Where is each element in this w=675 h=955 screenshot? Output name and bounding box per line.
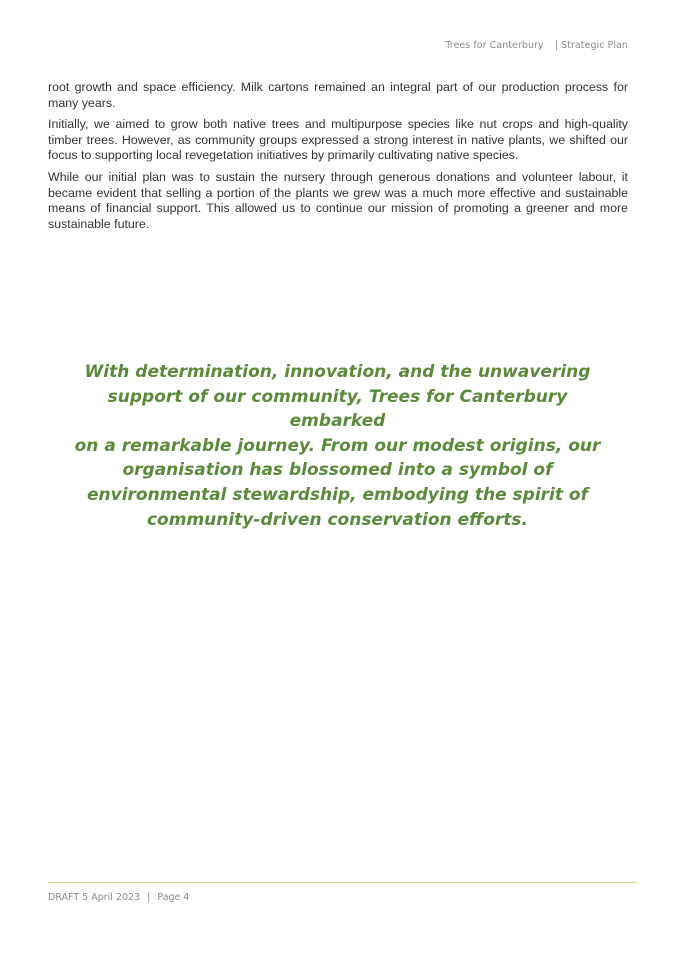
quote-line: support of our community, Trees for Canterbury embarked xyxy=(107,386,568,432)
page-footer xyxy=(48,892,189,903)
quote-line: organisation has blossomed into a symbol of xyxy=(122,460,553,481)
footer-page-number: Page 4 xyxy=(157,892,190,903)
quote-line: With determination, innovation, and the unwavering xyxy=(84,362,591,382)
header-doc-title: Strategic Plan xyxy=(561,40,628,51)
paragraph: Initially, we aimed to grow both native trees and multipurpose species like nut crops and high-quality timber trees. However, as community groups expressed a strong interest in native plants, we shifted our focus to supporting local revegetation initiatives by primarily cultivating native species. xyxy=(48,117,628,163)
quote-line: on a remarkable journey. From our modest origins, our xyxy=(74,435,601,456)
page-header xyxy=(445,40,628,51)
paragraph: root growth and space efficiency. Milk cartons remained an integral part of our production process for many years. xyxy=(48,80,628,110)
footer-divider xyxy=(48,882,637,883)
footer-separator: | xyxy=(147,892,151,903)
body-text xyxy=(48,80,628,238)
header-separator: | xyxy=(554,40,559,51)
paragraph: While our initial plan was to sustain the nursery through generous donations and volunteer labour, it became evident that selling a portion of the plants we grew was a much more effective and sustainable means of financial support. This allowed us to continue our mission of promoting a greener and more sustainable future. xyxy=(48,169,628,231)
pull-quote xyxy=(70,360,605,532)
header-org: Trees for Canterbury xyxy=(445,40,544,51)
quote-line: environmental stewardship, embodying the spirit of xyxy=(87,484,588,505)
quote-line: community-driven conservation efforts. xyxy=(146,509,529,530)
footer-draft-date: DRAFT 5 April 2023 xyxy=(48,892,141,903)
